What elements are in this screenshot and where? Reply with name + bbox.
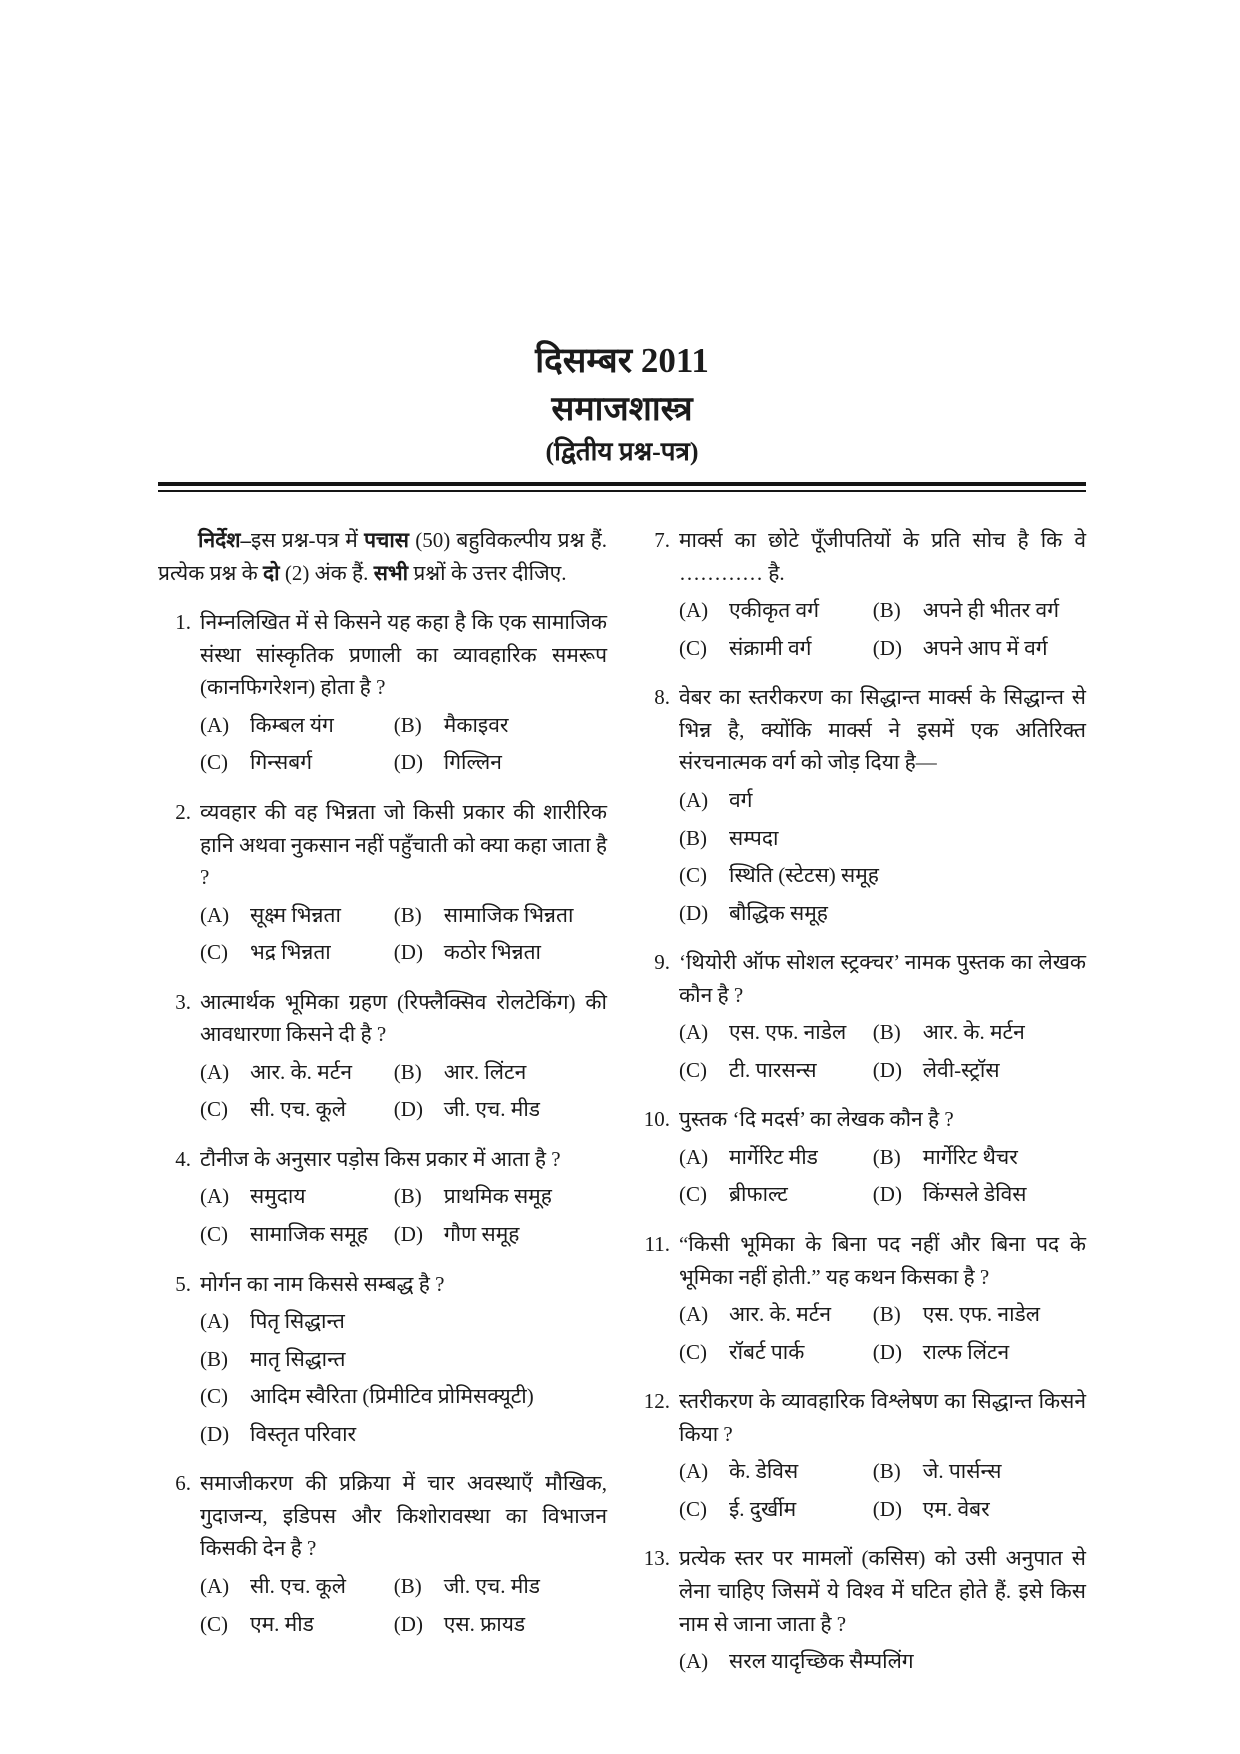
question-body [679, 946, 1086, 1086]
option-text: के. डेविस [729, 1459, 799, 1484]
option-text: रॉबर्ट पार्क [729, 1339, 805, 1364]
option-label: (C) [200, 940, 228, 965]
option-item [679, 784, 1086, 817]
option-text: वर्ग [729, 788, 753, 813]
option-text: आर. लिंटन [443, 1059, 527, 1084]
question-number: 9. [654, 950, 670, 975]
option-item [679, 822, 1086, 855]
question-item-10 [637, 1103, 1086, 1211]
option-label: (B) [872, 1020, 901, 1045]
question-text: निम्नलिखित में से किसने यह कहा है कि एक सामाजिक संस्था सांस्कृतिक प्रणाली का व्यावहारिक समरूप (कानफिगरेशन) होता है ? [200, 610, 607, 700]
exam-paper-subtitle: (द्वितीय प्रश्न-पत्र) [545, 436, 699, 466]
option-text: समुदाय [250, 1184, 306, 1209]
option-text: एम. मीड [250, 1611, 314, 1636]
option-item [873, 1141, 1086, 1174]
option-item [679, 859, 1086, 892]
question-number: 10. [643, 1107, 670, 1132]
option-text: विस्तृत परिवार [250, 1421, 357, 1446]
option-text: सूक्ष्म भिन्नता [250, 902, 341, 927]
option-text: ई. दुर्खीम [729, 1496, 797, 1521]
option-text: राल्फ लिंटन [922, 1339, 1010, 1364]
option-label: (D) [393, 940, 423, 965]
option-label: (A) [200, 1309, 230, 1334]
question-item-9 [637, 946, 1086, 1086]
option-label: (D) [393, 1611, 423, 1636]
question-body [200, 796, 607, 969]
question-item-5 [158, 1268, 607, 1451]
option-label: (B) [393, 1184, 422, 1209]
option-text: सी. एच. कूले [250, 1097, 346, 1122]
exam-subject-title: समाजशास्त्र [551, 390, 693, 428]
option-item [394, 1093, 607, 1126]
option-item [679, 1298, 873, 1331]
question-number: 12. [643, 1389, 670, 1414]
questions-column-right [637, 524, 1086, 1677]
option-text: भद्र भिन्नता [250, 940, 331, 965]
option-text: गिल्लिन [443, 750, 502, 775]
question-text: ‘थियोरी ऑफ सोशल स्ट्रक्चर’ नामक पुस्तक का लेखक कौन है ? [679, 950, 1086, 1007]
instruction-segment: सभी [373, 560, 409, 585]
option-item [200, 709, 394, 742]
option-item [200, 1218, 394, 1251]
option-item [394, 936, 607, 969]
option-item [200, 899, 394, 932]
option-item [394, 1218, 607, 1251]
option-text: आर. के. मर्टन [250, 1059, 352, 1084]
option-text: जे. पार्सन्स [922, 1459, 1002, 1484]
option-text: सामाजिक समूह [250, 1222, 368, 1247]
question-body [679, 1542, 1086, 1677]
option-label: (C) [679, 1339, 707, 1364]
option-text: स्थिति (स्टेटस) समूह [729, 863, 879, 888]
option-text: सरल यादृच्छिक सैम्पलिंग [729, 1649, 914, 1674]
option-text: किम्बल यंग [250, 712, 334, 737]
options-group [200, 1570, 607, 1640]
option-text: एस. एफ. नाडेल [729, 1020, 847, 1045]
question-item-1 [158, 606, 607, 779]
question-number: 2. [175, 800, 191, 825]
option-text: मार्गेरिट थैचर [922, 1144, 1018, 1169]
option-item [873, 1298, 1086, 1331]
question-body [679, 1228, 1086, 1368]
option-text: कठोर भिन्नता [443, 940, 541, 965]
option-text: जी. एच. मीड [443, 1573, 540, 1598]
option-text: एकीकृत वर्ग [729, 598, 820, 623]
option-text: किंग्सले डेविस [922, 1182, 1027, 1207]
option-item [679, 594, 873, 627]
options-group [679, 594, 1086, 664]
option-item [200, 1093, 394, 1126]
option-label: (D) [872, 1339, 902, 1364]
option-text: टी. पारसन्स [729, 1057, 817, 1082]
option-text: प्राथमिक समूह [443, 1184, 552, 1209]
option-label: (C) [200, 750, 228, 775]
option-label: (C) [200, 1384, 228, 1409]
option-label: (D) [393, 1097, 423, 1122]
option-item [200, 1570, 394, 1603]
option-label: (C) [679, 635, 707, 660]
option-item [200, 1608, 394, 1641]
options-group [679, 784, 1086, 929]
option-label: (D) [872, 1182, 902, 1207]
option-label: (B) [872, 1144, 901, 1169]
option-item [200, 1343, 607, 1376]
option-text: पितृ सिद्धान्त [250, 1309, 345, 1334]
instruction-segment: प्रश्नों के उत्तर दीजिए. [408, 560, 567, 585]
question-number: 1. [175, 610, 191, 635]
question-number: 6. [175, 1471, 191, 1496]
option-label: (B) [393, 902, 422, 927]
question-body [679, 681, 1086, 929]
question-text: मार्क्स का छोटे पूँजीपतियों के प्रति सोच है कि वे ………… है. [679, 528, 1086, 585]
question-body [200, 1268, 607, 1451]
exam-date-title: दिसम्बर 2011 [535, 341, 709, 380]
option-label: (A) [679, 1302, 709, 1327]
instruction-segment: निर्देश– [198, 528, 252, 553]
question-body [200, 606, 607, 779]
options-group [679, 1141, 1086, 1211]
instruction-segment: (2) अंक हैं. [279, 560, 374, 585]
option-item [200, 746, 394, 779]
question-number: 7. [654, 528, 670, 553]
option-text: अपने आप में वर्ग [922, 635, 1048, 660]
question-item-2 [158, 796, 607, 969]
option-text: मैकाइवर [443, 712, 509, 737]
option-label: (C) [679, 1182, 707, 1207]
option-item [394, 709, 607, 742]
option-label: (A) [200, 902, 230, 927]
option-text: ब्रीफाल्ट [729, 1182, 788, 1207]
question-body [200, 986, 607, 1126]
options-group [679, 1455, 1086, 1525]
option-text: एस. एफ. नाडेल [922, 1302, 1040, 1327]
option-label: (A) [679, 598, 709, 623]
option-item [679, 1054, 873, 1087]
option-item [394, 746, 607, 779]
option-label: (D) [872, 1496, 902, 1521]
option-item [200, 1380, 607, 1413]
question-text: पुस्तक ‘दि मदर्स’ का लेखक कौन है ? [679, 1107, 954, 1132]
option-label: (D) [393, 750, 423, 775]
header-double-rule [158, 482, 1086, 492]
option-label: (A) [679, 788, 709, 813]
option-item [200, 936, 394, 969]
option-item [394, 1570, 607, 1603]
question-number: 13. [643, 1546, 670, 1571]
option-text: बौद्धिक समूह [729, 900, 828, 925]
option-label: (D) [679, 900, 709, 925]
question-item-7 [637, 524, 1086, 664]
instruction-segment: (50) बहुविकल्पीय प्रश्न हैं. प्रत्येक प्रश्न के [158, 528, 608, 585]
option-item [679, 1178, 873, 1211]
option-item [679, 1141, 873, 1174]
question-text: मोर्गन का नाम किससे सम्बद्ध है ? [200, 1271, 445, 1296]
option-item [679, 632, 873, 665]
option-text: मार्गेरिट मीड [729, 1144, 818, 1169]
question-item-6 [158, 1467, 607, 1640]
option-text: अपने ही भीतर वर्ग [922, 598, 1060, 623]
option-text: लेवी-स्ट्रॉस [922, 1057, 1000, 1082]
option-item [679, 897, 1086, 930]
options-group [200, 899, 607, 969]
options-group [200, 709, 607, 779]
question-number: 4. [175, 1146, 191, 1171]
option-label: (C) [200, 1097, 228, 1122]
option-text: मातृ सिद्धान्त [250, 1346, 346, 1371]
question-item-3 [158, 986, 607, 1126]
option-text: एम. वेबर [922, 1496, 990, 1521]
option-label: (D) [872, 1057, 902, 1082]
options-group [679, 1016, 1086, 1086]
option-label: (A) [679, 1144, 709, 1169]
option-text: जी. एच. मीड [443, 1097, 540, 1122]
question-body [200, 1143, 607, 1251]
option-label: (B) [393, 1573, 422, 1598]
option-label: (C) [679, 1057, 707, 1082]
question-text: आत्मार्थक भूमिका ग्रहण (रिफ्लैक्सिव रोलटेकिंग) की आवधारणा किसने दी है ? [200, 989, 607, 1047]
options-group [679, 1298, 1086, 1368]
two-column-body [158, 524, 1086, 1677]
option-label: (B) [200, 1346, 228, 1371]
question-text: टौनीज के अनुसार पड़ोस किस प्रकार में आता है ? [200, 1146, 561, 1171]
option-item [200, 1180, 394, 1213]
question-item-12 [637, 1385, 1086, 1525]
option-item [873, 1455, 1086, 1488]
option-text: सी. एच. कूले [250, 1573, 346, 1598]
option-label: (A) [200, 712, 230, 737]
option-label: (B) [393, 1059, 422, 1084]
option-item [873, 594, 1086, 627]
option-text: एस. फ्रायड [443, 1611, 526, 1636]
page-content [158, 338, 1086, 1678]
question-number: 8. [654, 685, 670, 710]
question-item-4 [158, 1143, 607, 1251]
question-text: समाजीकरण की प्रक्रिया में चार अवस्थाएँ मौखिक, गुदाजन्य, इडिपस और किशोरावस्था का विभाजन किसकी देन है ? [200, 1471, 607, 1561]
option-item [200, 1056, 394, 1089]
option-item [873, 632, 1086, 665]
option-text: आर. के. मर्टन [729, 1302, 831, 1327]
question-number: 3. [175, 989, 191, 1014]
option-item [394, 1608, 607, 1641]
question-text: व्यवहार की वह भिन्नता जो किसी प्रकार की शारीरिक हानि अथवा नुकसान नहीं पहुँचाती को क्या कहा जाता है ? [200, 800, 607, 890]
option-item [394, 899, 607, 932]
option-item [873, 1493, 1086, 1526]
question-number: 11. [644, 1232, 670, 1257]
option-label: (C) [200, 1611, 228, 1636]
option-text: सम्पदा [729, 825, 779, 850]
instruction-segment: पचास [364, 528, 409, 553]
title-block [158, 338, 1086, 468]
option-label: (B) [872, 1459, 901, 1484]
question-body [679, 524, 1086, 664]
questions-column-left [158, 524, 607, 1677]
option-label: (A) [679, 1649, 709, 1674]
options-group [679, 1645, 1086, 1678]
question-text: वेबर का स्तरीकरण का सिद्धान्त मार्क्स के सिद्धान्त से भिन्न है, क्योंकि मार्क्स ने इसमें एक अतिरिक्त संरचनात्मक वर्ग को जोड़ दिया है— [679, 685, 1086, 775]
option-text: आदिम स्वैरिता (प्रिमीटिव प्रोमिसक्यूटी) [250, 1384, 534, 1409]
option-text: गौण समूह [443, 1222, 520, 1247]
option-text: सामाजिक भिन्नता [443, 902, 574, 927]
option-label: (C) [200, 1222, 228, 1247]
option-item [679, 1336, 873, 1369]
option-item [873, 1054, 1086, 1087]
option-label: (A) [679, 1020, 709, 1045]
instruction-segment: दो [263, 560, 280, 585]
instructions-paragraph [158, 524, 607, 589]
option-item [200, 1305, 607, 1338]
question-body [679, 1103, 1086, 1211]
instruction-segment: इस प्रश्न-पत्र में [251, 528, 365, 553]
option-label: (D) [872, 635, 902, 660]
options-group [200, 1056, 607, 1126]
options-group [200, 1180, 607, 1250]
question-item-8 [637, 681, 1086, 929]
option-label: (B) [872, 1302, 901, 1327]
question-text: “किसी भूमिका के बिना पद नहीं और बिना पद के भूमिका नहीं होती.” यह कथन किसका है ? [679, 1232, 1086, 1289]
option-label: (A) [200, 1059, 230, 1084]
option-label: (D) [200, 1421, 230, 1446]
option-item [679, 1645, 1086, 1678]
option-item [200, 1418, 607, 1451]
option-label: (D) [393, 1222, 423, 1247]
options-group [200, 1305, 607, 1450]
option-label: (C) [679, 863, 707, 888]
question-item-13 [637, 1542, 1086, 1677]
option-text: संक्रामी वर्ग [729, 635, 812, 660]
question-body [679, 1385, 1086, 1525]
option-label: (C) [679, 1496, 707, 1521]
question-number: 5. [175, 1271, 191, 1296]
option-label: (A) [679, 1459, 709, 1484]
option-label: (A) [200, 1184, 230, 1209]
option-label: (B) [393, 712, 422, 737]
option-item [394, 1056, 607, 1089]
question-item-11 [637, 1228, 1086, 1368]
option-item [394, 1180, 607, 1213]
question-body [200, 1467, 607, 1640]
option-label: (A) [200, 1573, 230, 1598]
option-item [873, 1336, 1086, 1369]
option-item [679, 1016, 873, 1049]
option-item [679, 1493, 873, 1526]
option-item [873, 1016, 1086, 1049]
option-label: (B) [872, 598, 901, 623]
question-text: स्तरीकरण के व्यावहारिक विश्लेषण का सिद्धान्त किसने किया ? [679, 1389, 1086, 1446]
option-label: (B) [679, 825, 707, 850]
option-text: आर. के. मर्टन [922, 1020, 1025, 1045]
option-text: गिन्सबर्ग [250, 750, 313, 775]
question-text: प्रत्येक स्तर पर मामलों (कसिस) को उसी अनुपात से लेना चाहिए जिसमें ये विश्व में घटित होते हैं. इसे किस नाम से जाना जाता है ? [679, 1546, 1086, 1636]
option-item [679, 1455, 873, 1488]
option-item [873, 1178, 1086, 1211]
